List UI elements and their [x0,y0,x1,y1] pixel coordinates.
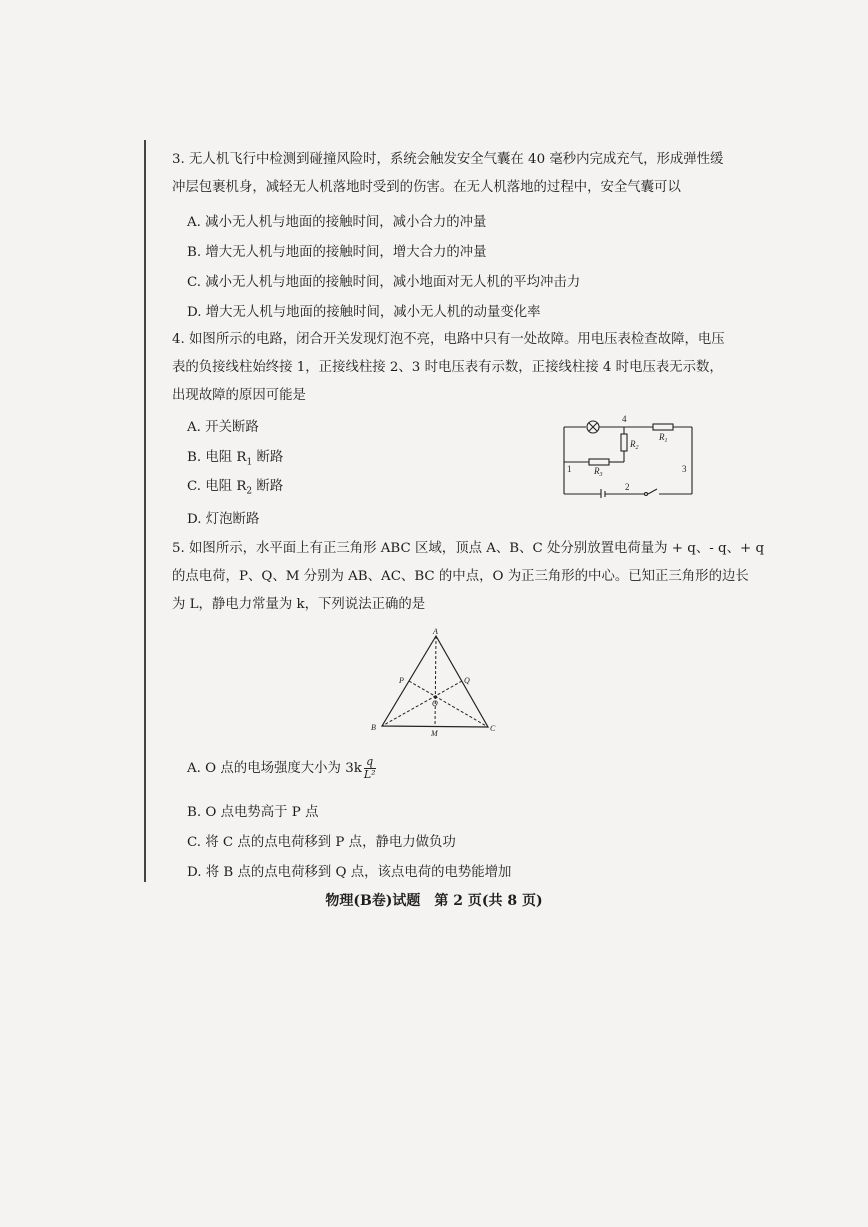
switch-contact [645,493,648,496]
vertex-b-label: B [371,723,376,732]
q5-option-d: D. 将 B 点的点电荷移到 Q 点，该点电荷的电势能增加 [187,865,512,880]
point-m-label: M [431,729,438,738]
point-q-label: Q [464,676,470,685]
fraction-q-over-l2: $\frac{q}{\text{L²}}$ [363,755,376,781]
node-2-label: 2 [625,482,630,492]
q3-option-b: B. 增大无人机与地面的接触时间，增大合力的冲量 [187,245,487,260]
r1-label: $R_1$ [659,432,668,444]
q4-line-2: 表的负接线柱始终接 1，正接线柱接 2、3 时电压表有示数，正接线柱接 4 时电压表无示数， [172,360,723,375]
resistor-r1 [653,424,673,430]
circuit-diagram [556,412,702,498]
question-5 [172,535,765,619]
q5-line-3: 为 L，静电力常量为 k，下列说法正确的是 [172,597,426,612]
q3-option-a: A. 减小无人机与地面的接触时间，减小合力的冲量 [187,215,487,230]
q4-option-d: D. 灯泡断路 [187,512,260,527]
question-4 [172,326,725,410]
q4-option-b: B. 电阻 $R_1$ 断路 [187,450,284,468]
resistor-r3 [589,459,609,465]
point-p-label: P [399,676,404,685]
vertex-c-label: C [490,724,496,733]
r2-label: $R_2$ [630,439,639,451]
q4-line-3: 出现故障的原因可能是 [172,388,306,403]
node-4-label: 4 [622,414,627,424]
q4-option-c: C. 电阻 $R_2$ 断路 [187,479,284,497]
triangle-diagram [366,626,502,738]
node-1-label: 1 [567,464,572,474]
q3-option-d: D. 增大无人机与地面的接触时间，减小无人机的动量变化率 [187,305,541,320]
q3-option-c: C. 减小无人机与地面的接触时间，减小地面对无人机的平均冲击力 [187,275,581,290]
resistor-r2 [621,434,627,451]
point-o-label: O [432,699,438,708]
q5-line-1: 5. 如图所示，水平面上有正三角形 ABC 区域，顶点 A、B、C 处分别放置电荷量为 + q、- q、+ q [172,541,765,556]
q5-option-c: C. 将 C 点的点电荷移到 P 点，静电力做负功 [187,835,456,850]
q3-line-2: 冲层包裹机身，减轻无人机落地时受到的伤害。在无人机落地的过程中，安全气囊可以 [172,180,681,195]
node-3-label: 3 [682,464,687,474]
median-am [435,636,436,727]
q5-line-2: 的点电荷，P、Q、M 分别为 AB、AC、BC 的中点，O 为正三角形的中心。已知正三角形的边长 [172,569,749,584]
q5-option-a: A. O 点的电场强度大小为 3k $\frac{q}{\text{L²}}$ [187,755,376,781]
q5-option-b: B. O 点电势高于 P 点 [187,805,319,820]
page-footer: 物理(B卷)试题 第 2 页(共 8 页) [325,893,543,909]
switch-blade [648,489,657,494]
r3-label: $R_3$ [594,466,603,478]
median-bq [382,681,462,726]
q4-line-1: 4. 如图所示的电路，闭合开关发现灯泡不亮，电路中只有一处故障。用电压表检查故障，电压 [172,332,725,347]
question-3 [172,146,724,202]
q3-line-1: 3. 无人机飞行中检测到碰撞风险时，系统会触发安全气囊在 40 毫秒内完成充气，形成弹性缓 [172,152,724,167]
margin-line [144,140,146,882]
q4-option-a: A. 开关断路 [187,420,259,435]
vertex-a-label: A [433,627,438,636]
